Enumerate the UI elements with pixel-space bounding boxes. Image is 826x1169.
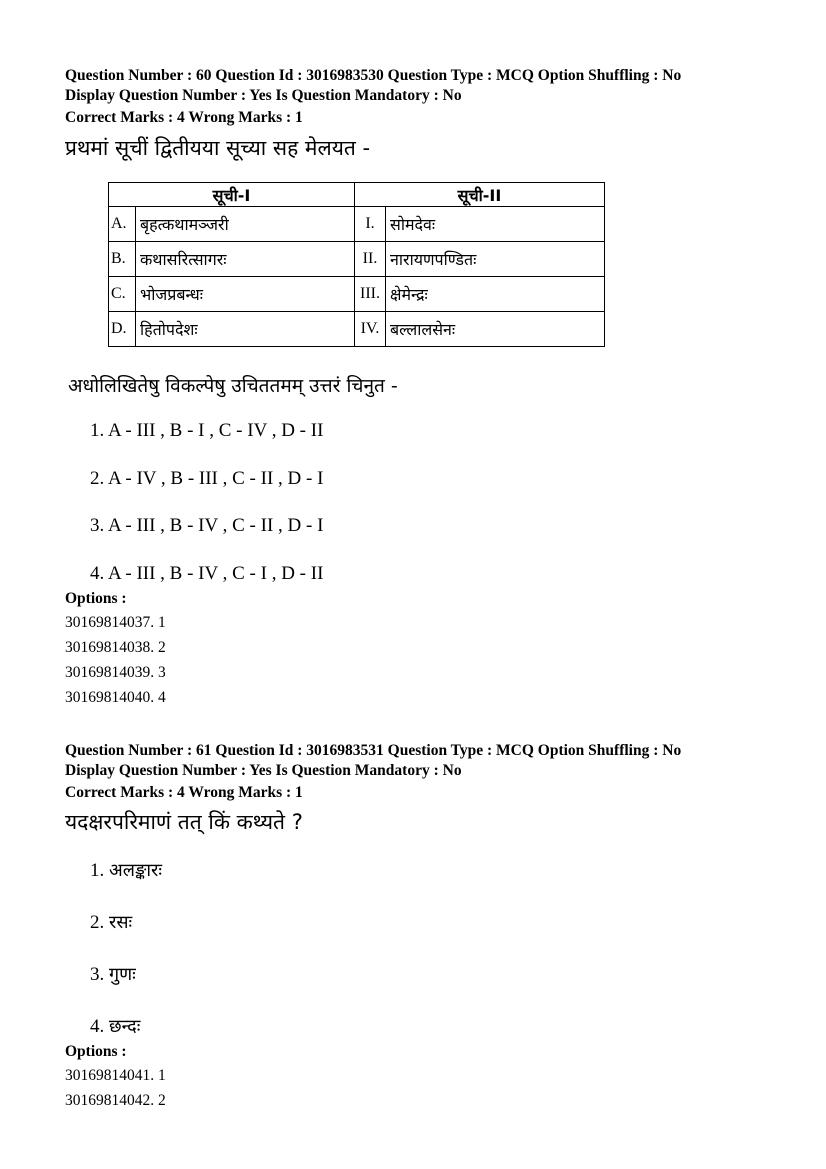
row-value: भोजप्रबन्धः	[136, 277, 355, 312]
table-row	[109, 312, 605, 347]
q61-choice-3	[90, 962, 136, 986]
q60-instruction: अधोलिखितेषु विकल्पेषु उचिततमम् उत्तरं चिनुत -	[68, 375, 398, 397]
q60-option-id: 30169814037. 1	[65, 614, 166, 631]
q61-choice-2	[90, 910, 132, 934]
q60-option-id: 30169814040. 4	[65, 689, 166, 706]
q61-option-id: 30169814041. 1	[65, 1067, 166, 1084]
choice-text: रसः	[109, 912, 133, 933]
table-row	[109, 207, 605, 242]
choice-number: 1.	[90, 860, 105, 881]
row-roman-key: III.	[355, 277, 386, 312]
q60-choice-1: 1. A - III , B - I , C - IV , D - II	[90, 420, 324, 441]
choice-text: छन्दः	[109, 1016, 141, 1037]
row-roman-value: बल्लालसेनः	[386, 312, 605, 347]
row-roman-value: नारायणपण्डितः	[386, 242, 605, 277]
q60-choice-3: 3. A - III , B - IV , C - II , D - I	[90, 515, 324, 536]
choice-number: 3.	[90, 964, 105, 985]
row-key: A.	[109, 207, 136, 242]
row-key: B.	[109, 242, 136, 277]
choice-number: 4.	[90, 1016, 105, 1037]
q60-question-text: प्रथमां सूचीं द्वितीयया सूच्या सह मेलयत -	[65, 136, 371, 160]
q60-choice-4: 4. A - III , B - IV , C - I , D - II	[90, 563, 324, 584]
row-value: कथासरित्सागरः	[136, 242, 355, 277]
row-roman-value: क्षेमेन्द्रः	[386, 277, 605, 312]
q61-marks: Correct Marks : 4 Wrong Marks : 1	[65, 784, 303, 801]
q61-options-label: Options :	[65, 1043, 127, 1060]
table-head-list-1: सूची-I	[109, 183, 355, 207]
q61-choice-1	[90, 858, 162, 882]
q61-choice-4	[90, 1014, 140, 1038]
row-value: बृहत्कथामञ्जरी	[136, 207, 355, 242]
table-row	[109, 242, 605, 277]
q60-option-id: 30169814038. 2	[65, 639, 166, 656]
q61-meta-line2: Display Question Number : Yes Is Question Mandatory : No	[65, 762, 462, 779]
table-head-list-2: सूची-II	[355, 183, 605, 207]
q60-options-label: Options :	[65, 590, 127, 607]
choice-text: गुणः	[109, 964, 136, 985]
q60-meta-line2: Display Question Number : Yes Is Question Mandatory : No	[65, 87, 462, 104]
q60-choice-2: 2. A - IV , B - III , C - II , D - I	[90, 468, 324, 489]
row-roman-key: II.	[355, 242, 386, 277]
table-row	[109, 277, 605, 312]
row-roman-key: I.	[355, 207, 386, 242]
q60-option-id: 30169814039. 3	[65, 664, 166, 681]
row-value: हितोपदेशः	[136, 312, 355, 347]
row-key: C.	[109, 277, 136, 312]
choice-number: 2.	[90, 912, 105, 933]
q61-question-text: यदक्षरपरिमाणं तत् किं कथ्यते ?	[65, 810, 303, 834]
q61-meta-line1: Question Number : 61 Question Id : 3016983531 Question Type : MCQ Option Shuffling : No	[65, 742, 682, 759]
q60-match-table	[108, 182, 605, 347]
q60-marks: Correct Marks : 4 Wrong Marks : 1	[65, 109, 303, 126]
row-key: D.	[109, 312, 136, 347]
row-roman-value: सोमदेवः	[386, 207, 605, 242]
choice-text: अलङ्कारः	[109, 860, 163, 881]
q60-meta-line1: Question Number : 60 Question Id : 3016983530 Question Type : MCQ Option Shuffling : No	[65, 67, 682, 84]
q61-option-id: 30169814042. 2	[65, 1092, 166, 1109]
row-roman-key: IV.	[355, 312, 386, 347]
table-header-row	[109, 183, 605, 207]
